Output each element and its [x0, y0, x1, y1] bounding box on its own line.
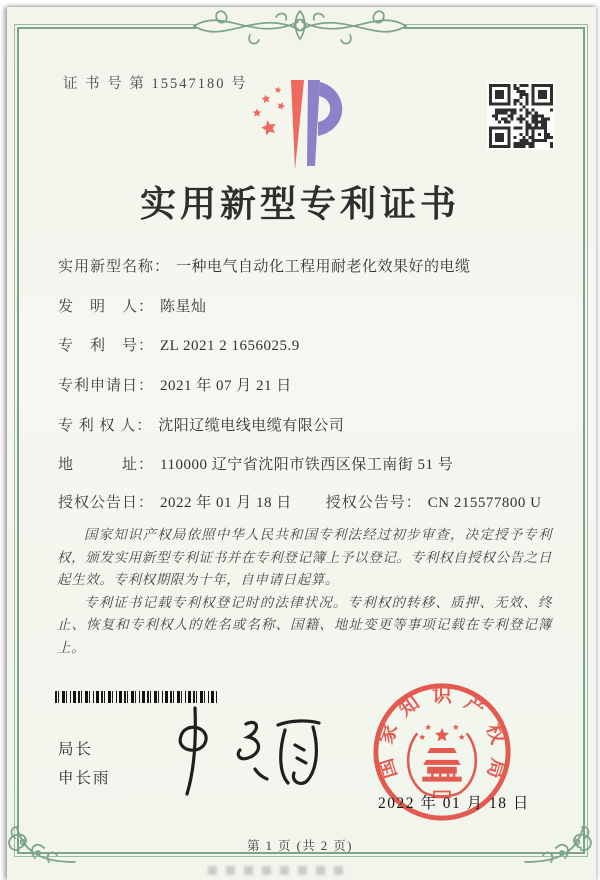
field-label: 授权公告号：: [325, 495, 422, 511]
page-number: 第 1 页 (共 2 页): [247, 839, 353, 853]
field-row-filing-date: [58, 374, 556, 395]
certificate-title: 实用新型专利证书: [139, 184, 460, 224]
svg-text:局: 局: [482, 755, 510, 782]
director-name: 申长雨: [58, 770, 111, 787]
field-row-inventor: [58, 295, 556, 316]
svg-text:权: 权: [481, 721, 509, 747]
field-row-grant: [58, 491, 556, 512]
field-value: 110000 辽宁省沈阳市铁西区保工南街 51 号: [160, 457, 454, 473]
svg-text:知: 知: [394, 691, 424, 721]
logo-purple-p: [307, 80, 342, 166]
svg-text:识: 识: [432, 684, 452, 707]
logo-stars: [253, 86, 286, 135]
field-row-patent-number: [58, 334, 556, 355]
svg-text:家: 家: [375, 721, 403, 747]
svg-text:产: 产: [460, 691, 490, 721]
field-label: 专 利 号：: [58, 338, 155, 354]
logo-red-wedge: [291, 80, 304, 170]
top-flourish-ornament-icon: [190, 1, 410, 51]
svg-text:国: 国: [374, 755, 402, 782]
field-row-patentee: [58, 414, 556, 435]
qr-code-icon: [487, 82, 555, 150]
field-value: 沈阳辽缆电线电缆有限公司: [158, 418, 345, 434]
director-signature: [158, 696, 330, 800]
field-value: CN 215577800 U: [427, 495, 542, 511]
field-value: 一种电气自动化工程用耐老化效果好的电缆: [176, 259, 471, 275]
field-value: ZL 2021 2 1656025.9: [160, 338, 300, 354]
field-label: 发 明 人：: [58, 299, 155, 315]
cnipa-logo-icon: [228, 74, 358, 176]
legal-paragraph-1: 国家知识产权局依照中华人民共和国专利法经过初步审查，决定授予专利权，颁发实用新型专利证书并在专利登记簿上予以登记。专利权自授权公告之日起生效。专利权期限为十年，自申请日起算。: [57, 527, 552, 588]
field-label: 专利申请日：: [58, 378, 155, 394]
field-label: 专 利 权 人：: [58, 418, 153, 434]
seal-date: 2022 年 01 月 18 日: [378, 795, 530, 812]
field-value: 2021 年 07 月 21 日: [160, 378, 292, 394]
field-label: 授权公告日：: [58, 495, 155, 511]
field-value: 陈星灿: [160, 299, 207, 315]
field-value: 2022 年 01 月 18 日: [160, 495, 292, 511]
legal-paragraph-2: 专利证书记载专利权登记时的法律状况。专利权的转移、质押、无效、终止、恢复和专利权人的姓名或名称、国籍、地址变更等事项记载在专利登记簿上。: [57, 594, 552, 655]
field-label: 实用新型名称：: [58, 259, 171, 275]
legal-paragraphs: [57, 524, 552, 660]
national-emblem-icon: [408, 724, 476, 797]
field-row-name: [58, 255, 556, 276]
field-row-address: [58, 453, 556, 474]
director-title: 局长: [58, 741, 94, 758]
certificate-number: 证 书 号 第 15547180 号: [63, 76, 248, 92]
page-bleed-through-text: [208, 866, 343, 875]
field-label: 地 址：: [58, 457, 155, 473]
